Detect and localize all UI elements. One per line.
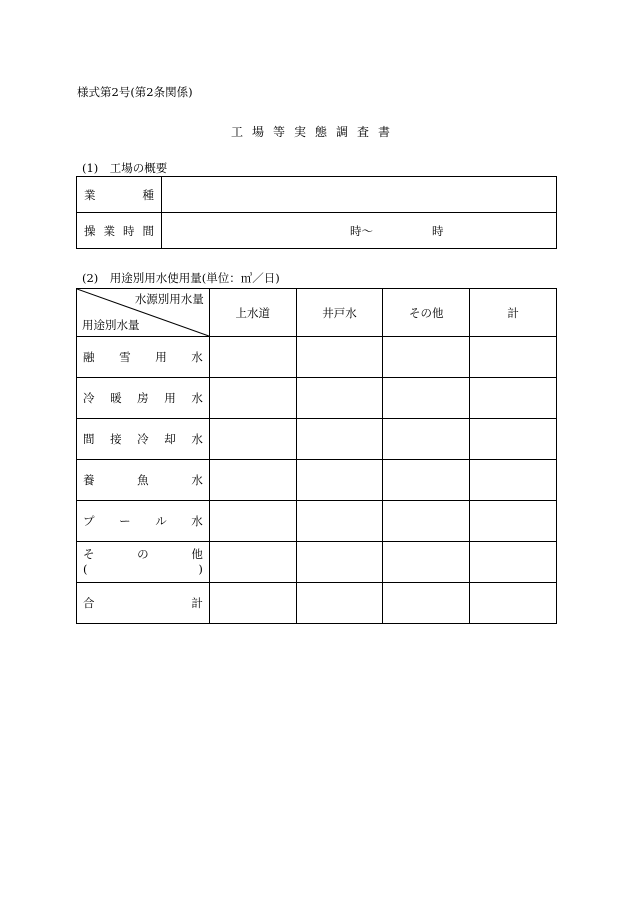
row-label-char: 接 — [110, 432, 122, 446]
row-label-char: 水 — [191, 514, 203, 528]
row-label-char: 用 — [155, 350, 167, 364]
value-cell[interactable] — [383, 542, 470, 583]
row-label-char: 養 — [83, 473, 95, 487]
row-label-char: 房 — [137, 391, 149, 405]
water-usage-table — [76, 288, 557, 624]
value-cell[interactable] — [296, 419, 383, 460]
hours-to-text: 時 — [432, 224, 444, 238]
row-label-char: ー — [119, 514, 131, 528]
industry-label-char: 業 — [84, 187, 96, 202]
value-cell[interactable] — [296, 583, 383, 624]
table-row — [77, 419, 557, 460]
row-label — [77, 542, 210, 583]
row-label — [77, 501, 210, 542]
row-label-char: 融 — [83, 350, 95, 364]
industry-label-char: 種 — [142, 187, 154, 202]
table-row — [77, 542, 557, 583]
row-label-char: プ — [83, 514, 95, 528]
table-row — [77, 501, 557, 542]
paren-open: ( — [83, 562, 88, 576]
row-label-char: 用 — [164, 391, 176, 405]
row-label-char: 間 — [83, 432, 95, 446]
value-cell[interactable] — [383, 583, 470, 624]
value-cell[interactable] — [470, 419, 557, 460]
table-row — [77, 378, 557, 419]
row-label-char: 他 — [191, 547, 203, 561]
row-label-char: 水 — [191, 473, 203, 487]
value-cell[interactable] — [296, 378, 383, 419]
value-cell[interactable] — [209, 542, 296, 583]
hours-row — [77, 213, 557, 249]
corner-bottom-label: 用途別水量 — [82, 318, 140, 332]
row-label — [77, 583, 210, 624]
value-cell[interactable] — [296, 460, 383, 501]
corner-top-label: 水源別用水量 — [134, 292, 204, 306]
row-label-char: そ — [83, 547, 95, 561]
factory-overview-table — [76, 176, 557, 249]
header-row — [77, 289, 557, 337]
value-cell[interactable] — [296, 542, 383, 583]
row-label-char: 冷 — [83, 391, 95, 405]
value-cell[interactable] — [209, 378, 296, 419]
hours-label-char: 間 — [142, 223, 154, 238]
hours-value-cell[interactable] — [162, 213, 557, 249]
row-label-char: 暖 — [110, 391, 122, 405]
value-cell[interactable] — [383, 419, 470, 460]
industry-row — [77, 177, 557, 213]
hours-label — [77, 213, 162, 249]
hours-label-char: 時 — [123, 223, 135, 238]
form-number-label: 様式第2号(第2条関係) — [77, 85, 193, 99]
value-cell[interactable] — [470, 501, 557, 542]
value-cell[interactable] — [383, 337, 470, 378]
section2-heading: (2) 用途別用水使用量(単位：㎥／日) — [82, 271, 280, 285]
row-label-char: 魚 — [137, 473, 149, 487]
row-label — [77, 419, 210, 460]
value-cell[interactable] — [209, 419, 296, 460]
row-label-char: 合 — [83, 596, 95, 610]
industry-value-cell[interactable] — [162, 177, 557, 213]
value-cell[interactable] — [209, 337, 296, 378]
row-label-char: 雪 — [119, 350, 131, 364]
row-label-char: 水 — [191, 391, 203, 405]
document-title: 工場等実態調査書 — [230, 125, 399, 139]
paren-close: ) — [198, 562, 203, 576]
row-label-char: 水 — [191, 350, 203, 364]
row-label-char: 水 — [191, 432, 203, 446]
value-cell[interactable] — [383, 378, 470, 419]
section1-heading: (1) 工場の概要 — [82, 161, 168, 175]
column-header: その他 — [383, 289, 470, 337]
value-cell[interactable] — [209, 460, 296, 501]
total-row — [77, 583, 557, 624]
value-cell[interactable] — [470, 542, 557, 583]
value-cell[interactable] — [296, 501, 383, 542]
value-cell[interactable] — [296, 337, 383, 378]
row-label-char: 冷 — [137, 432, 149, 446]
value-cell[interactable] — [470, 460, 557, 501]
value-cell[interactable] — [209, 501, 296, 542]
value-cell[interactable] — [470, 583, 557, 624]
column-header: 井戸水 — [296, 289, 383, 337]
value-cell[interactable] — [383, 460, 470, 501]
row-label — [77, 460, 210, 501]
industry-label — [77, 177, 162, 213]
row-label — [77, 378, 210, 419]
row-label-char: の — [137, 547, 149, 561]
column-header: 上水道 — [209, 289, 296, 337]
hours-from-text: 時～ — [350, 224, 373, 238]
row-label-char: 計 — [191, 596, 203, 610]
row-label-char: 却 — [164, 432, 176, 446]
row-label — [77, 337, 210, 378]
value-cell[interactable] — [209, 583, 296, 624]
hours-label-char: 操 — [84, 223, 96, 238]
value-cell[interactable] — [470, 378, 557, 419]
row-label-char: ル — [155, 514, 167, 528]
table-row — [77, 460, 557, 501]
value-cell[interactable] — [470, 337, 557, 378]
column-header: 計 — [470, 289, 557, 337]
table-row — [77, 337, 557, 378]
corner-header-cell — [77, 289, 210, 337]
hours-label-char: 業 — [103, 223, 115, 238]
value-cell[interactable] — [383, 501, 470, 542]
